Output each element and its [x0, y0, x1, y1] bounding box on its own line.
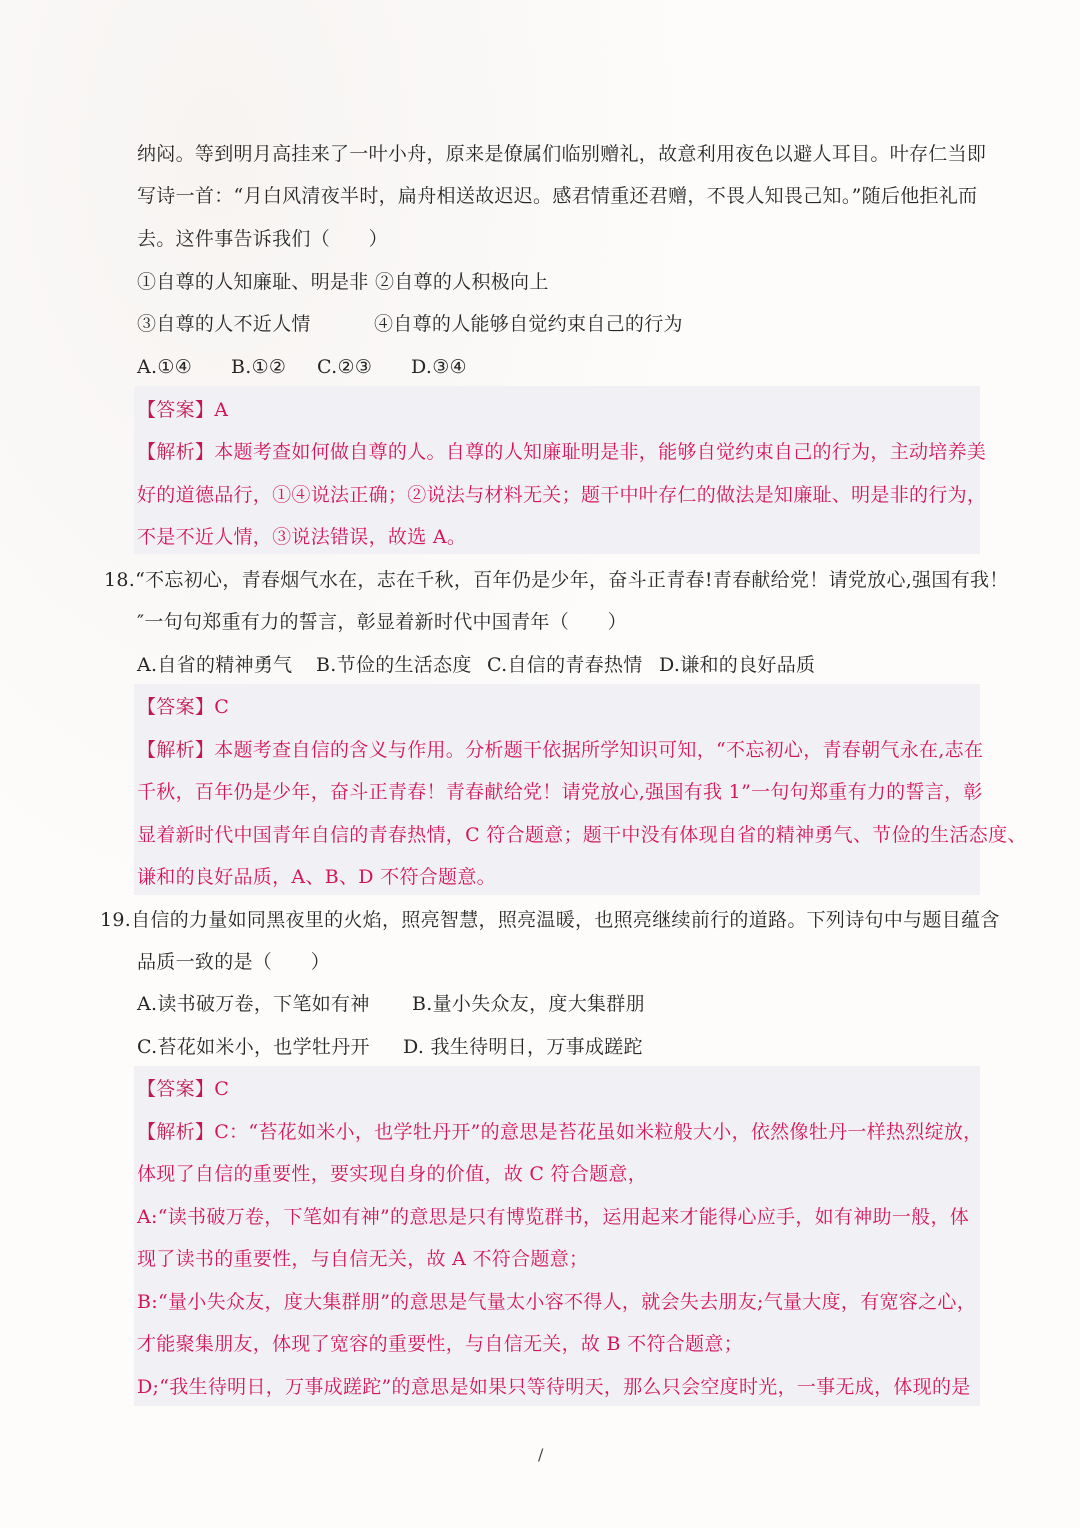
analysis-text: 本题考查自信的含义与作用。分析题干依据所学知识可知，“不忘初心，青春朝气永在,志在 [214, 739, 984, 761]
q18-analysis-line-2: 千秋，百年仍是少年，奋斗正青春！青春献给党！请党放心,强国有我 1”一句句郑重有力的誓言，彰 [137, 781, 983, 803]
q17-choice-c: C.②③ [317, 356, 373, 378]
q19-choice-a: A.读书破万卷，下笔如有神 [137, 993, 370, 1015]
analysis-label: 【解析】 [137, 441, 215, 463]
q18-analysis-line-1 [137, 737, 983, 763]
q17-analysis-line-3: 不是不近人情，③说法错误，故选 A。 [137, 526, 467, 548]
q17-analysis-line-1 [137, 439, 986, 465]
q18-stem-line-2: ″一句句郑重有力的誓言，彰显着新时代中国青年（ ） [137, 611, 627, 633]
q19-analysis-line-3: A:“读书破万卷，下笔如有神”的意思是只有博览群书，运用起来才能得心应手，如有神助一般，体 [137, 1206, 970, 1228]
q18-choice-d: D.谦和的良好品质 [659, 654, 816, 676]
q18-choice-c: C.自信的青春热情 [487, 654, 643, 676]
q18-choice-b: B.节俭的生活态度 [316, 654, 472, 676]
answer-value: C [214, 1078, 230, 1100]
q19-stem-line-2: 品质一致的是（ ） [137, 951, 331, 973]
q17-stem-line-1: 纳闷。等到明月高挂来了一叶小舟，原来是僚属们临别赠礼，故意利用夜色以避人耳目。叶存仁当即 [137, 143, 987, 165]
q17-choice-d: D.③④ [411, 356, 467, 378]
q17-option-row-1: ①自尊的人知廉耻、明是非 ②自尊的人积极向上 [137, 271, 549, 293]
analysis-text: C：“苔花如米小，也学牡丹开”的意思是苔花虽如米粒般大小，依然像牡丹一样热烈绽放， [214, 1121, 983, 1143]
q19-choice-b: B.量小失众友，度大集群朋 [412, 993, 645, 1015]
q19-stem-line-1: 19.自信的力量如同黑夜里的火焰，照亮智慧，照亮温暖，也照亮继续前行的道路。下列诗句中与题目蕴含 [100, 909, 1000, 931]
q19-choice-c: C.苔花如米小，也学牡丹开 [137, 1036, 370, 1058]
q17-answer [137, 397, 228, 423]
analysis-label: 【解析】 [137, 739, 215, 761]
answer-label: 【答案】 [137, 399, 215, 421]
q19-choice-d: D. 我生待明日，万事成蹉跎 [403, 1036, 643, 1058]
answer-label: 【答案】 [137, 696, 215, 718]
q19-answer [137, 1076, 229, 1102]
q19-analysis-line-6: 才能聚集朋友，体现了宽容的重要性，与自信无关，故 B 不符合题意； [137, 1333, 743, 1355]
q18-answer [137, 694, 229, 720]
q19-analysis-line-2: 体现了自信的重要性，要实现自身的价值，故 C 符合题意， [137, 1163, 648, 1185]
q19-analysis-line-7: D;“我生待明日，万事成蹉跎”的意思是如果只等待明天，那么只会空度时光，一事无成，体现的是 [137, 1376, 971, 1398]
q18-stem-line-1: 18.“不忘初心，青春烟气水在，志在千秋，百年仍是少年，奋斗正青春!青春献给党！请党放心,强国有我！ [104, 569, 1009, 591]
q18-analysis-line-4: 谦和的良好品质，A、B、D 不符合题意。 [137, 866, 496, 888]
q17-option-4: ④自尊的人能够自觉约束自己的行为 [374, 313, 683, 335]
q18-analysis-line-3: 显着新时代中国青年自信的青春热情，C 符合题意；题干中没有体现自省的精神勇气、节俭的生活态度、 [137, 824, 1027, 846]
q18-choice-a: A.自省的精神勇气 [137, 654, 293, 676]
q19-analysis-line-4: 现了读书的重要性，与自信无关，故 A 不符合题意； [137, 1248, 589, 1270]
answer-value: A [214, 399, 229, 421]
q19-analysis-line-1 [137, 1119, 982, 1145]
answer-label: 【答案】 [137, 1078, 215, 1100]
analysis-text: 本题考查如何做自尊的人。自尊的人知廉耻明是非，能够自觉约束自己的行为，主动培养美 [214, 441, 987, 463]
q19-analysis-line-5: B:“量小失众友，度大集群朋”的意思是气量太小容不得人，就会失去朋友;气量大度，有宽容之心， [137, 1291, 976, 1313]
q17-choice-b: B.①② [231, 356, 287, 378]
q17-analysis-line-2: 好的道德品行，①④说法正确；②说法与材料无关；题干中叶存仁的做法是知廉耻、明是非的行为， [137, 484, 987, 506]
analysis-label: 【解析】 [137, 1121, 215, 1143]
answer-value: C [214, 696, 230, 718]
q17-stem-line-2: 写诗一首：“月白风清夜半时，扁舟相送故迟迟。感君情重还君赠，不畏人知畏己知。”随后他拒礼而 [137, 185, 978, 207]
q17-choice-a: A.①④ [137, 356, 193, 378]
page-number-mark: / [538, 1445, 544, 1464]
q17-option-3: ③自尊的人不近人情 [137, 313, 311, 335]
q17-stem-line-3: 去。这件事告诉我们（ ） [137, 228, 388, 250]
